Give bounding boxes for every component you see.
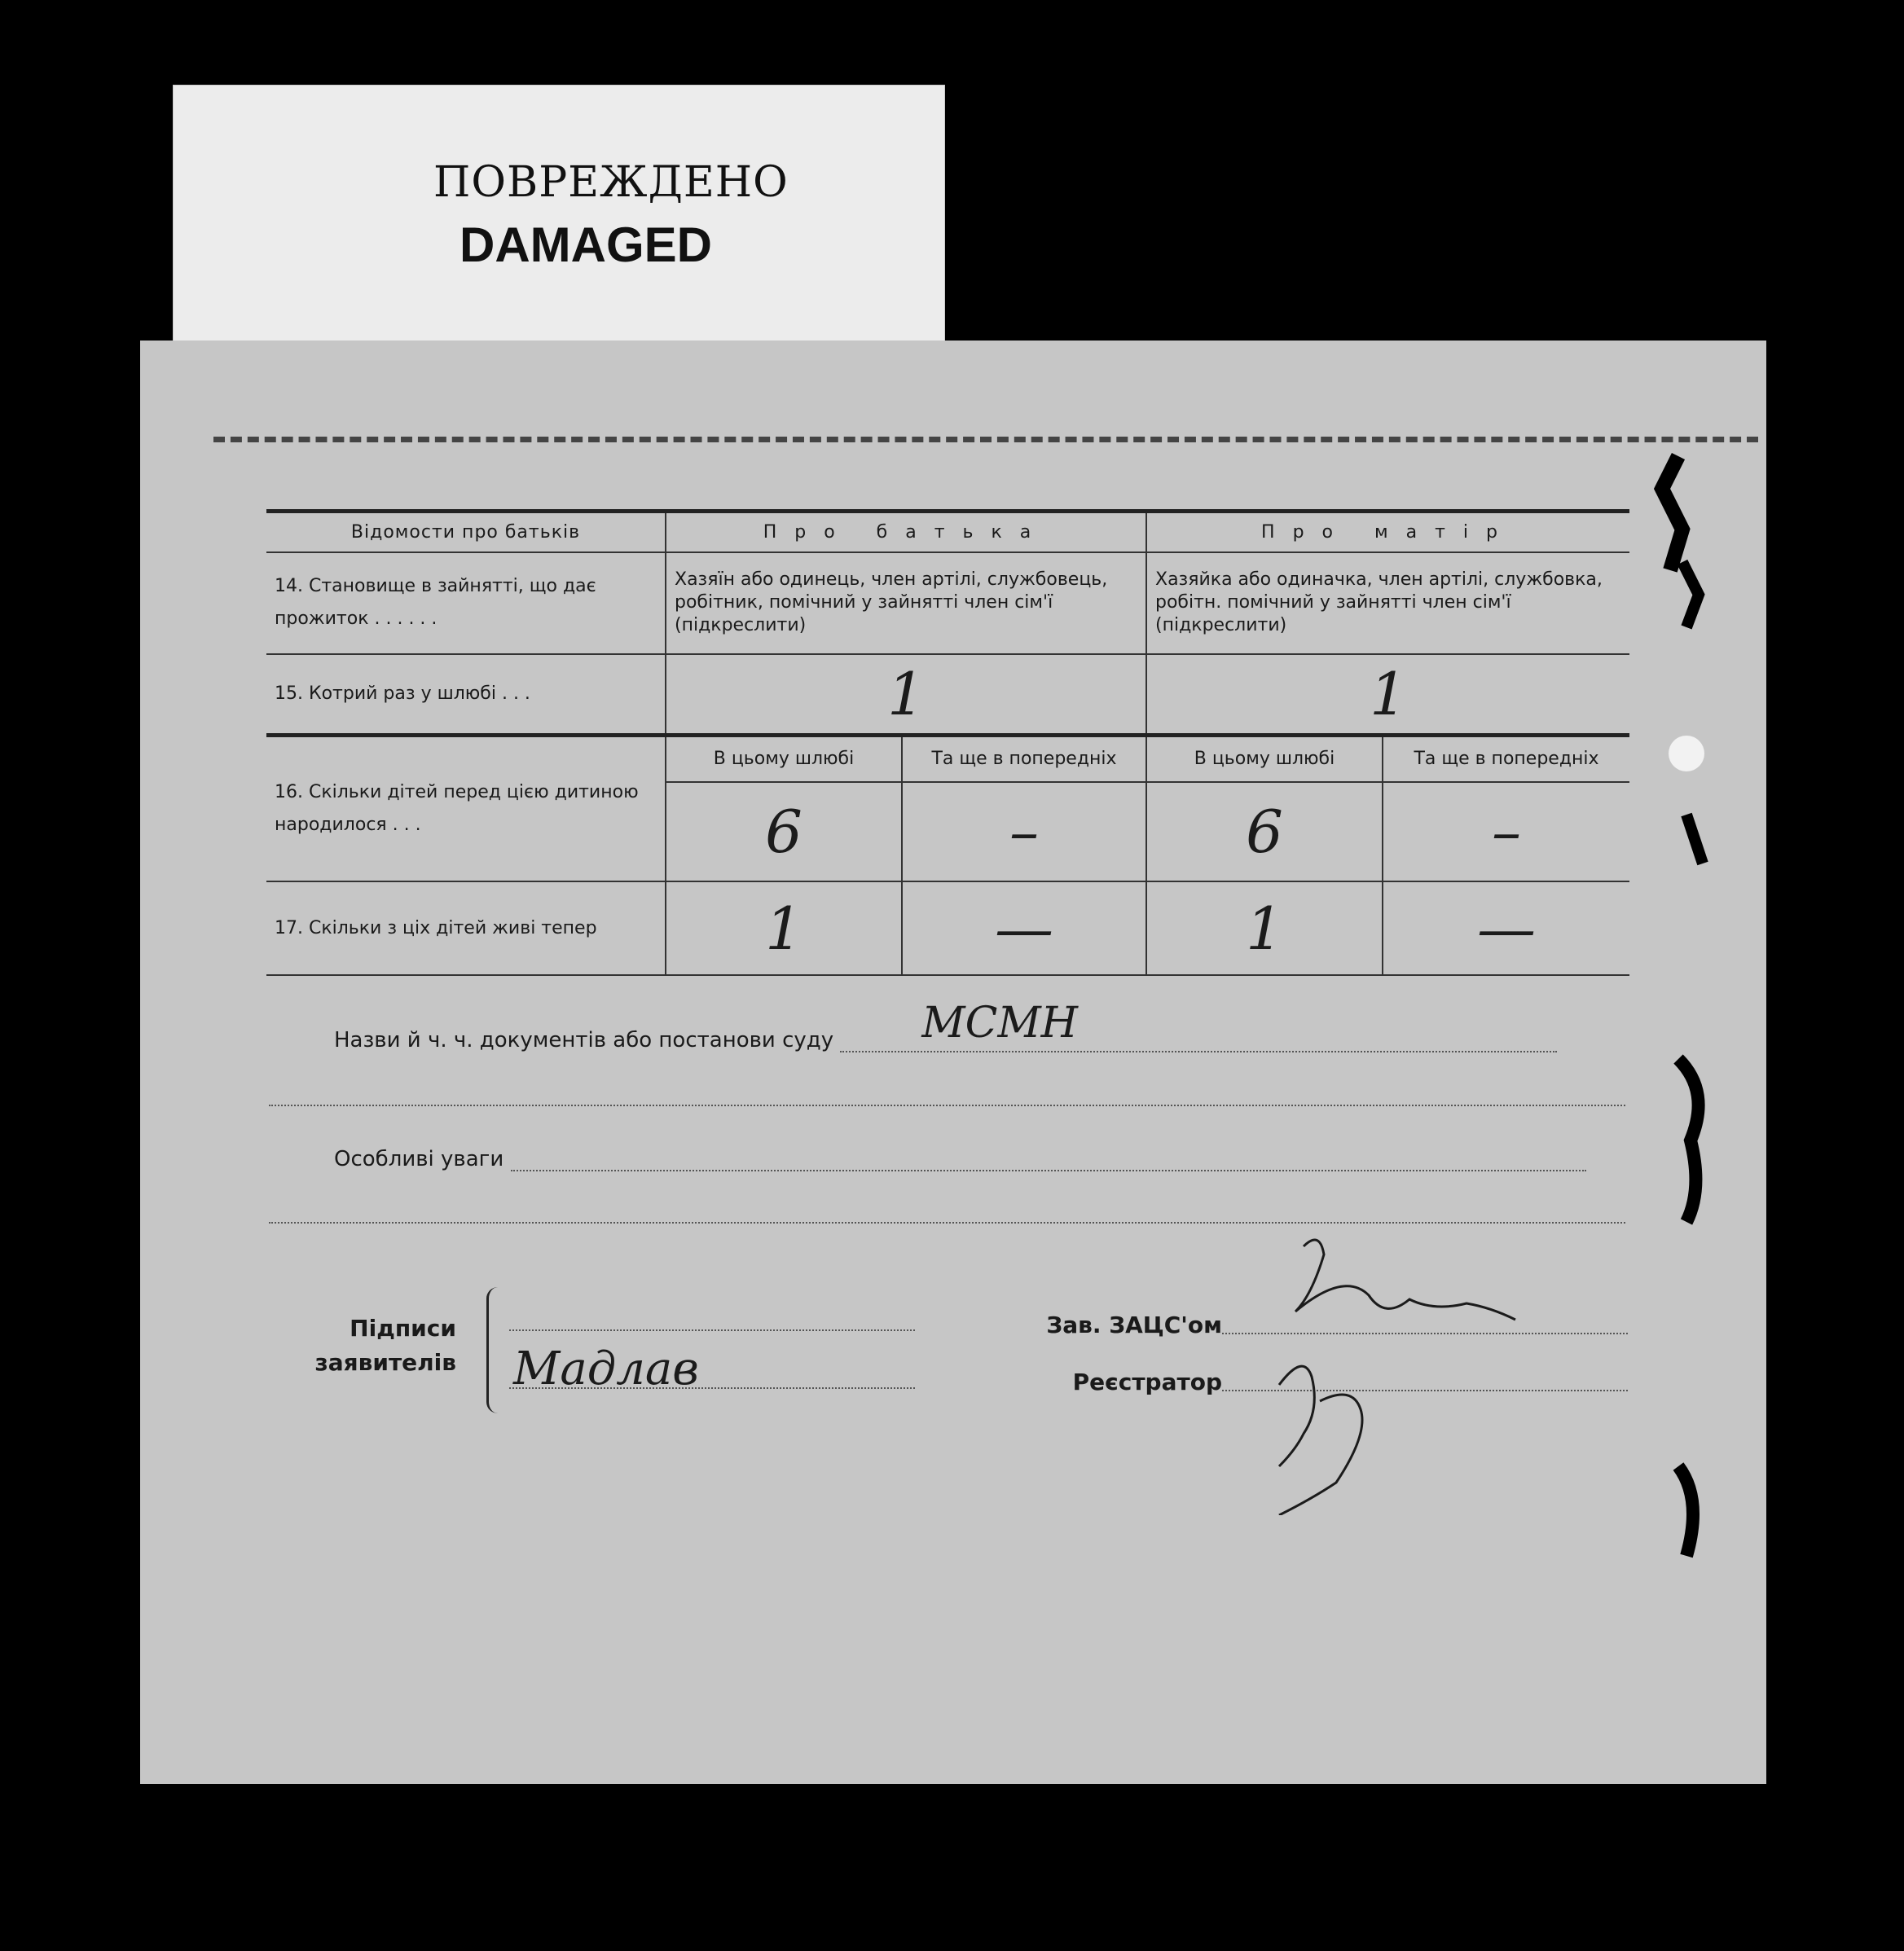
applicants-label-line1: Підписи — [350, 1315, 456, 1342]
damaged-label-ru: ПОВРЕЖДЕНО — [433, 158, 789, 207]
subhead-father-prev: Та ще в попередніх — [902, 735, 1146, 782]
documents-line — [840, 999, 1557, 1052]
subhead-mother-prev: Та ще в попередніх — [1383, 735, 1629, 782]
documents-line-2 — [269, 1105, 1625, 1106]
binding-holes — [1646, 440, 1760, 1613]
head-label: Зав. ЗАЦС'ом — [1046, 1312, 1222, 1338]
row16-father-prev: – — [902, 782, 1146, 881]
subhead-father-this: В цьому шлюбі — [666, 735, 902, 782]
header-mother: Про матір — [1146, 512, 1629, 552]
row15-label: 15. Котрий раз у шлюбі . . . — [266, 654, 666, 736]
row15-mother: 1 — [1146, 654, 1629, 736]
perforation-line — [213, 437, 1758, 442]
row17-father-this: 1 — [666, 881, 902, 975]
applicant-signature: Мадлав — [513, 1342, 699, 1395]
documents-value: МСМН — [921, 999, 1079, 1048]
header-info: Відомости про батьків — [266, 512, 666, 552]
row16-mother-this: 6 — [1146, 782, 1383, 881]
registrar-label: Реєстратор — [1072, 1369, 1222, 1395]
row14-father: Хазяїн або одинець, член артілі, службовець, робітник, помічний у зайнятті член сім'ї (підкреслити) — [666, 552, 1146, 654]
applicants-label — [310, 1312, 456, 1380]
row17-label: 17. Скільки з ціх дітей живі тепер — [266, 881, 666, 975]
remarks-line — [511, 1149, 1586, 1171]
documents-row — [334, 999, 1625, 1052]
signature-strokes — [1247, 1222, 1540, 1515]
applicants-brace — [486, 1287, 503, 1413]
row17-mother-prev: — — [1383, 881, 1629, 975]
damaged-tag — [173, 85, 945, 347]
row14-label: 14. Становище в зайнятті, що дає прожиток . . . . . . — [266, 552, 666, 654]
row17-mother-this: 1 — [1146, 881, 1383, 975]
row16-label: 16. Скільки дітей перед цією дитиною народилося . . . — [266, 735, 666, 881]
row17-father-prev: — — [902, 881, 1146, 975]
applicants-label-line2: заявителів — [314, 1349, 456, 1376]
damaged-label-en: DAMAGED — [460, 218, 712, 272]
subhead-mother-this: В цьому шлюбі — [1146, 735, 1383, 782]
row14-mother: Хазяйка або одиначка, член артілі, службовка, робітн. помічний у зайнятті член сім'ї (підкреслити) — [1146, 552, 1629, 654]
row16-father-this: 6 — [666, 782, 902, 881]
remarks-row — [334, 1147, 1625, 1171]
parents-table — [266, 509, 1629, 976]
documents-label: Назви й ч. ч. документів або постанови суду — [334, 1028, 834, 1052]
row15-father: 1 — [666, 654, 1146, 736]
header-father: Про батька — [666, 512, 1146, 552]
row16-mother-prev: – — [1383, 782, 1629, 881]
remarks-label: Особливі уваги — [334, 1147, 504, 1171]
applicant-line-1 — [509, 1329, 915, 1331]
